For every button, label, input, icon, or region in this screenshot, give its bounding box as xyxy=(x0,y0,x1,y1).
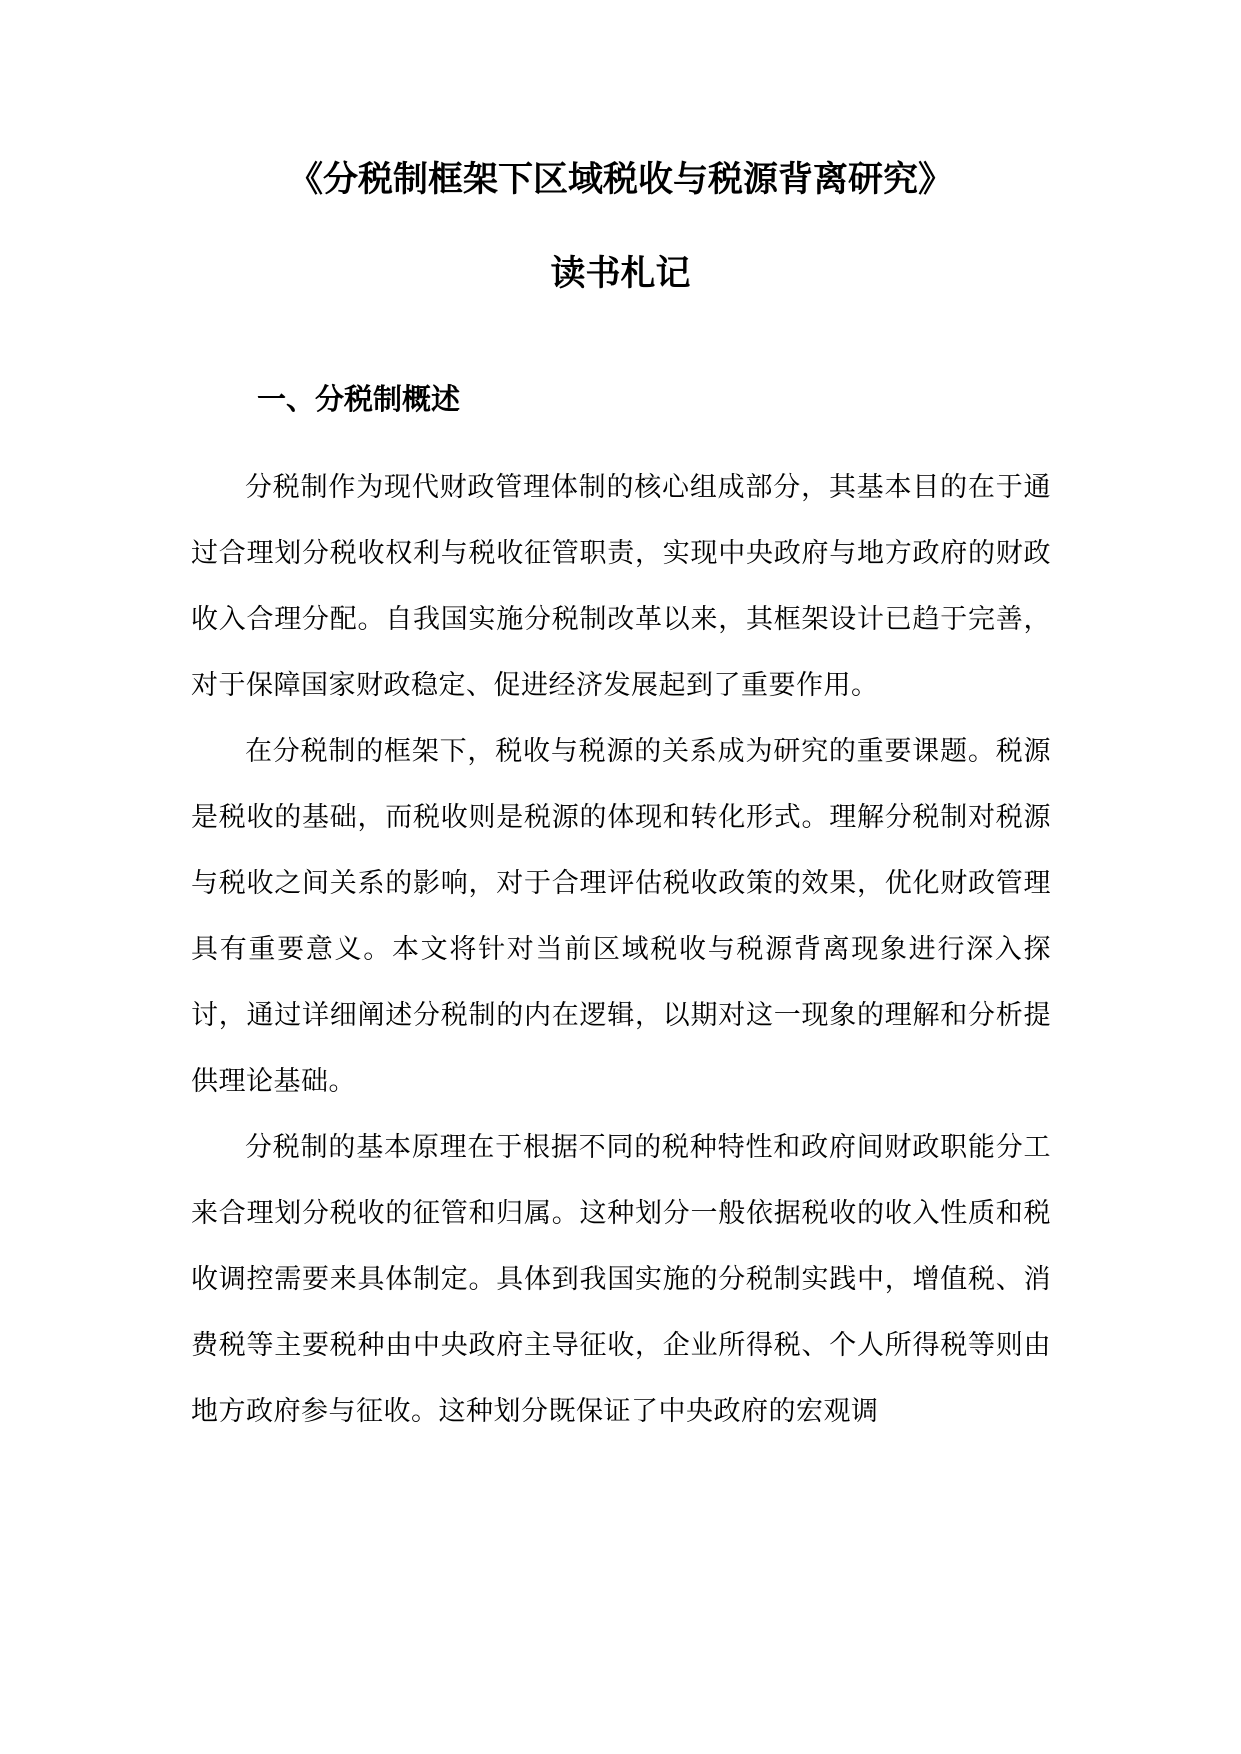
document-title: 《分税制框架下区域税收与税源背离研究》 xyxy=(287,160,953,200)
paragraph-2: 在分税制的框架下，税收与税源的关系成为研究的重要课题。税源是税收的基础，而税收则是税源的体现和转化形式。理解分税制对税源与税收之间关系的影响，对于合理评估税收政策的效果，优化财政管理具有重要意义。本文将针对当前区域税收与税源背离现象进行深入探讨，通过详细阐述分税制的内在逻辑，以期对这一现象的理解和分析提供理论基础。 xyxy=(191,736,1051,1097)
paragraph-3: 分税制的基本原理在于根据不同的税种特性和政府间财政职能分工来合理划分税收的征管和归属。这种划分一般依据税收的收入性质和税收调控需要来具体制定。具体到我国实施的分税制实践中，增值税、消费税等主要税种由中央政府主导征收，企业所得税、个人所得税等则由地方政府参与征收。这种划分既保证了中央政府的宏观调 xyxy=(191,1132,1051,1427)
section-body xyxy=(191,455,1051,1445)
paragraph-1: 分税制作为现代财政管理体制的核心组成部分，其基本目的在于通过合理划分税收权利与税收征管职责，实现中央政府与地方政府的财政收入合理分配。自我国实施分税制改革以来，其框架设计已趋于完善，对于保障国家财政稳定、促进经济发展起到了重要作用。 xyxy=(191,472,1051,701)
section-heading: 一、分税制概述 xyxy=(257,382,461,416)
document-subtitle: 读书札记 xyxy=(550,254,691,294)
